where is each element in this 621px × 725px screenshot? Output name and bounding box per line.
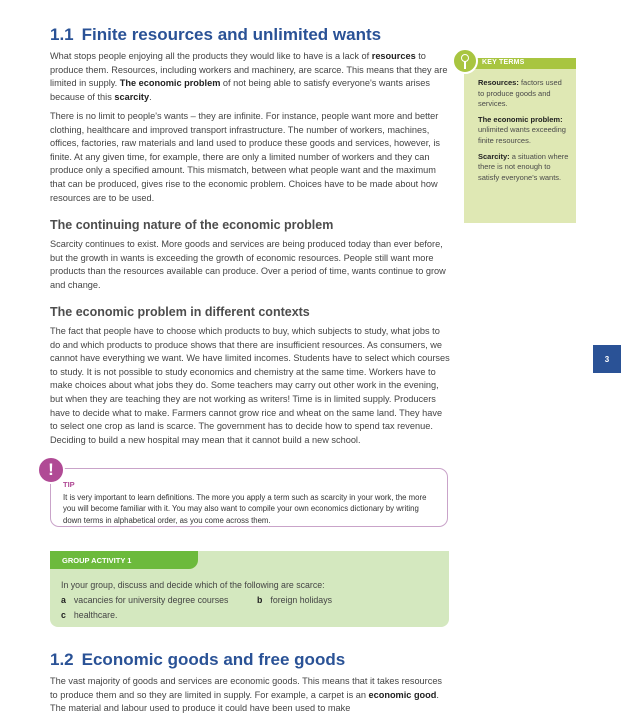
key-terms-list [478, 78, 570, 188]
text-run: . The material and labour used to produce it could have been used to make [50, 689, 439, 714]
activity-item-text: vacancies for university degree courses [73, 595, 229, 605]
paragraph-different-contexts: The fact that people have to choose which products to buy, which subjects to study, what jobs to do and which products to produce shows that there are insufficient resources. As consumers, we cannot have everything we want. We have limited incomes. Students have to select which courses to study. It is not possible to study economics and chemistry at the same time. Workers have to make choices about what jobs they do. Some teachers may carry out other work in the evening, but when they are teaching they are not working as writers! Time is in limited supply. Producers have to decide what to make. Farmers cannot grow rice and wheat on the same land. They have to select one crop as land is scarce. The government has to decide how to spend tax revenue. Deciding to build a new hospital may mean that it cannot build a new school. [50, 326, 450, 445]
bold-term: resources [371, 51, 416, 61]
tip-text: It is very important to learn definitions. The more you apply a term such as scarcity in your work, the more you will become familiar with it. You may also want to compile your own economics dictionary by writing down terms in alphabetical order, as you come across them. [63, 493, 427, 525]
tip-box [50, 468, 448, 527]
tip-title: TIP [63, 480, 75, 489]
section-number: 1.2 [50, 650, 74, 669]
key-icon-stem [464, 61, 466, 69]
key-term-name: Resources: [478, 78, 519, 87]
subheading-continuing-nature: The continuing nature of the economic problem [50, 218, 334, 232]
key-terms-header-bar [464, 58, 576, 69]
key-term-name: The economic problem: [478, 114, 563, 124]
key-term-item [478, 78, 570, 110]
paragraph-unlimited-wants: There is no limit to people's wants – they are infinite. For instance, people want more and better clothing, healthcare and improved transport infrastructure. The number of workers, machines, offices, factories, raw materials and land used to produce these goods and services, however, is finite. At any given time, for example, there are only a limited number of workers and they can produce only a specified amount. This mismatch, between what people want and the maximum that can be produced, gives rise to the economic problem. Choices have to be made about how resources are to be used. [50, 111, 441, 203]
key-term-item [478, 115, 570, 147]
group-activity-box [50, 551, 449, 627]
key-term-name: Scarcity: [478, 151, 510, 161]
bold-term: scarcity [114, 91, 150, 102]
activity-item-text: foreign holidays [270, 595, 332, 605]
text-run: What stops people enjoying all the products they would like to have is a lack of [50, 51, 372, 61]
activity-item-label: c [61, 610, 66, 620]
section-heading-1-2 [50, 650, 345, 670]
text-run: The vast majority of goods and services are economic goods. This means that it takes resources to produce them and so they are limited in supply. For example, a carpet is an [50, 676, 443, 700]
key-terms-box [464, 58, 576, 223]
section-title: Economic goods and free goods [81, 650, 346, 669]
text-run: . [149, 91, 152, 102]
section-number: 1.1 [50, 25, 74, 44]
key-term-item [478, 152, 570, 184]
activity-item [257, 595, 332, 605]
exclamation-icon: ! [37, 456, 65, 484]
key-term-definition: unlimited wants exceeding finite resources. [478, 125, 566, 145]
key-term-definition: a situation where there is not enough to satisfy everyone's wants. [478, 151, 569, 182]
group-activity-intro: In your group, discuss and decide which of the following are scarce: [61, 580, 325, 590]
key-term-definition: factors used to produce goods and services. [478, 78, 562, 109]
section-heading-1-1 [50, 25, 381, 45]
text-run: to produce them. Resources, including workers and machinery, are scarce. This means that they are limited in supply. [50, 51, 448, 89]
group-activity-header [50, 551, 198, 569]
paragraph-resources [50, 50, 450, 104]
key-icon [452, 48, 478, 74]
section-title: Finite resources and unlimited wants [81, 25, 382, 44]
activity-item-label: a [61, 595, 66, 605]
paragraph-economic-goods [50, 675, 450, 716]
activity-item [61, 610, 117, 620]
bold-term: economic good [368, 689, 437, 700]
subheading-different-contexts: The economic problem in different contexts [50, 305, 310, 319]
chapter-tab[interactable]: 3 [593, 345, 621, 373]
text-run: of not being able to satisfy everyone's wants arises because of this [50, 78, 430, 102]
activity-item [61, 595, 228, 605]
group-activity-title: GROUP ACTIVITY 1 [62, 556, 132, 565]
paragraph-continuing-nature: Scarcity continues to exist. More goods and services are being produced today than ever before, but the growth in wants is exceeding the growth of economic resources. People still want more products than the resources available can produce. Over a period of time, wants continue to grow and change. [50, 239, 446, 290]
bold-term: The economic problem [119, 78, 221, 89]
activity-item-text: healthcare. [73, 610, 118, 620]
activity-item-label: b [257, 595, 263, 605]
key-terms-title: KEY TERMS [482, 59, 525, 66]
